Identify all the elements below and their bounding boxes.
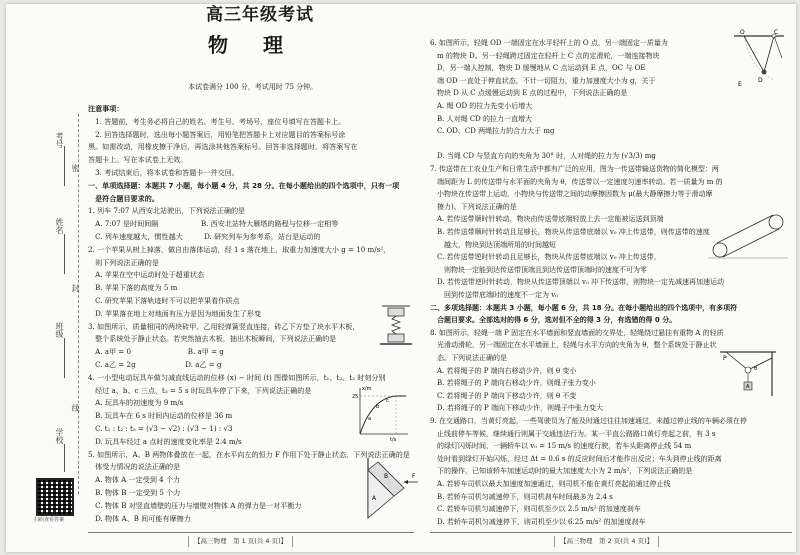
text-line: 下的操作，已知该轿车加速运动时的最大加速度大小为 2 m/s²，下列说法正确的是: [430, 467, 693, 476]
field-label-exam-number: 考号: [55, 132, 64, 148]
text-line: A. 若传送带顺时针转动，物块由传送带底端轻放上去一定能被运送到顶端: [430, 215, 664, 224]
text-line: D. 若将绳子的 P 端向下移动少许，则绳子中张力变大: [430, 404, 603, 413]
qr-caption: 扫码查看答案: [34, 517, 65, 523]
text-line: C. t₁ : t₂ : t₃ = (√3 − √2) : (√3 − 1) : √3: [88, 424, 233, 433]
text-line: A. 若将绳子的 P 端向右移动少许，则 θ 变小: [430, 366, 577, 375]
q8-label-p: P: [723, 355, 727, 362]
text-line: 回到传送带底端时的速度不一定为 v₀: [430, 291, 558, 299]
q4-axis-y-label: x/m: [362, 386, 372, 392]
section-heading: 是符合题目要求的。: [88, 193, 159, 203]
q5-label-f: F: [412, 473, 416, 480]
text-line: B. 物体 B 一定受到 5 个力: [88, 488, 181, 497]
text-line: 越大，物块到达顶端所用的时间越短: [430, 240, 556, 249]
text-line: C. OD、CD 两绳拉力的合力大于 mg: [430, 127, 555, 136]
text-line: 光滑动滑轮，另一端固定在水平墙面上，轻绳与水平方向的夹角为 θ，整个系统处于静止状: [430, 341, 717, 350]
text-line: 9. 在交通路口，当黄灯亮起，一些驾驶员为了能及时通过往往加速通过，未越过停止线的车辆必须在停: [430, 417, 747, 425]
q4-tick-y: 25: [352, 394, 359, 400]
score-note: 本试卷满分 100 分，考试用时 75 分钟。: [188, 83, 318, 91]
text-line: B. 若将绳子的 P 端向右移动少许，则绳子张力变小: [430, 379, 596, 388]
text-line: 5. 如图所示，A、B 两物体叠放在一起，在水平向左的恒力 F 作用下处于静止状态，下列说法正确的是: [88, 449, 410, 459]
text-line: B. 玩具车在 6 s 时间内运动的位移是 36 m: [88, 411, 233, 421]
section-heading: 一、单项选择题：本题共 7 小题，每小题 4 分，共 28 分。在每小题给出的四个选项中，只有一项: [88, 180, 400, 190]
text-line: 的绿灯闪烁时间，一辆轿车以 v₀ = 15 m/s 的速度行驶，若车头距离停止线 54 m: [430, 442, 692, 451]
text-line: D. 玩具车经过 a 点时的速度变化率是 2.4 m/s: [88, 436, 242, 446]
text-line: C. a乙 = 2g D. a乙 = g: [88, 360, 222, 369]
text-line: D，另一端人控制，物块 D 缓慢地从 C 点运动到 E 点，OC 与 OE: [430, 64, 646, 73]
text-line: 物块 D 从 C 点缓慢运动到 E 点的过程中，下列说法正确的是: [430, 89, 628, 98]
field-label-school: 学校: [55, 428, 64, 444]
seal-char-xian: 线: [71, 404, 80, 412]
footer-rule-right: [430, 532, 792, 533]
figure-q4-xt-graph: [350, 384, 412, 442]
text-line: 端间距为 L 的传送带与水平面的夹角为 θ，传送带以一定速度匀速率转动。若一质量为 m 的: [430, 177, 723, 186]
text-line: B. 若轿车司机匀减速停下，则司机刹车时间最多为 2.4 s: [430, 492, 613, 501]
text-line: 8. 如图所示，轻绳一端 P 固定在水平墙面和竖直墙面的交界处，轻绳绕过悬挂有重物 A 的轻质: [430, 328, 724, 337]
binding-margin: [6, 4, 84, 552]
text-line: B. 人对绳 CD 的拉力一直增大: [430, 114, 533, 123]
text-line: D. 当绳 CD 与竖直方向的夹角为 30° 时，人对绳的拉力为 (√3/3) mg: [430, 152, 656, 161]
text-line: 2. 一个苹果从树上掉落，做自由落体运动，经 1 s 落在地上，取重力加速度大小 g = 10 m/s²，: [88, 244, 391, 254]
field-label-class: 班级: [55, 322, 64, 338]
figure-q6-rope-pulley: [730, 28, 788, 90]
text-line: 端 OD 一直处于伸直状态，不计一切阻力，重力加速度大小为 g，关于: [430, 76, 656, 85]
text-line: 经过 a、b、c 三点，t₃ = 5 s 时玩具车停了下来，下列说法正确的是: [88, 385, 312, 395]
text-line: 2. 回答选择题时，选出每小题答案后，用铅笔把答题卡上对应题目的答案标号涂: [88, 129, 346, 139]
text-line: C. 物体 B 对竖直墙壁的压力与墙壁对物体 A 的弹力是一对平衡力: [88, 500, 302, 510]
figure-q3-spring-bricks: [376, 304, 416, 354]
q5-label-a: A: [372, 495, 377, 502]
figure-q5-stacked-blocks: [364, 456, 420, 522]
text-line: C. 研究苹果下落轨迹时不可以把苹果看作质点: [88, 296, 240, 305]
text-line: A. 绳 OD 的拉力先变小后增大: [430, 102, 533, 110]
field-blank-name[interactable]: [64, 234, 66, 274]
text-line: 黑。如需改动，用橡皮擦干净后，再选涂其他答案标号。回答非选择题时，将答案写在: [88, 142, 358, 152]
text-line: 1. 答题前，考生务必将自己的姓名、考生号、考场号、座位号填写在答题卡上。: [88, 116, 346, 126]
section-heading: 合题目要求。全部选对的得 6 分，选对但不全的得 3 分，有选错的得 0 分。: [430, 316, 677, 325]
footer-page-2: 【高三物理 第 2 页(共 4 页)】: [554, 536, 659, 547]
text-line: 止线前停车等候，继续通行则属于交通违法行为。某一平直公路路口黄灯亮起之前，有 3 s: [430, 429, 716, 438]
text-line: 态。下列说法正确的是: [430, 354, 507, 362]
text-line: 4. 一小型电动玩具车做匀减直线运动的位移 (x) − 时间 (t) 图像如图所示，t₁、t₂、t₃ 时刻分别: [88, 372, 386, 382]
exam-sheet: [6, 4, 796, 552]
q8-label-theta: θ: [754, 366, 758, 372]
text-line: D. 物体 A、B 间可能有摩擦力: [88, 513, 191, 523]
footer-rule-left: [88, 532, 414, 533]
text-line: 处时看到绿灯开始闪烁，经过 Δt = 0.6 s 的反应时间后才能作出反应；车头到停止线的距离: [430, 454, 722, 463]
text-line: 3. 考试结束后，将本试卷和答题卡一并交回。: [88, 168, 239, 177]
exam-title: 高三年级考试: [206, 5, 314, 25]
text-line: A. 玩具车的初速度为 9 m/s: [88, 398, 184, 408]
text-line: B. 若传送带顺时针转动且足够长，物块从传送带底端以 v₀ 冲上传送带，则传送带的速度: [430, 228, 710, 236]
text-line: C. 若轿车司机匀减速停下，则司机至少以 2.5 m/s² 的加速度刹车: [430, 505, 641, 514]
text-line: 体受力情况的说法正确的是: [88, 462, 181, 472]
text-line: C. 列车速度越大，惯性越大 D. 研究列车为参考系，站台是运动的: [88, 232, 321, 241]
q6-label-e: E: [738, 81, 742, 88]
q8-label-a: A: [746, 384, 750, 390]
q6-label-o: O: [740, 29, 745, 36]
text-line: A. a甲 = 0 B. a甲 = g: [88, 347, 224, 357]
text-line: 则物块一定能到达传送带顶端且到达传送带顶端时的速度不可为零: [430, 265, 647, 274]
text-line: 擦力)。下列说法正确的是: [430, 202, 517, 211]
text-line: A. 物体 A 一定受到 4 个力: [88, 475, 181, 485]
q4-axis-x-label: t/s: [390, 437, 397, 442]
q6-label-d: D: [758, 77, 763, 84]
text-line: 小物块在传送带上运动，小物块与传送带之间的动摩擦因数为 μ(最大静摩擦力等于滑动摩: [430, 190, 713, 199]
text-line: A. 苹果在空中运动时处于超重状态: [88, 270, 205, 280]
figure-q8-pulley-weight: [718, 348, 778, 398]
section-heading: 二、多项选择题：本题共 3 小题，每小题 6 分，共 18 分。在每小题给出的四个选项中，有多项符: [430, 303, 738, 312]
q4-point-b: b: [376, 404, 380, 410]
text-line: 3. 如图所示，质量相同的两块砖甲、乙用轻弹簧竖直连接，砖乙下方垫了块水平木板，: [88, 321, 360, 331]
text-line: B. 苹果下落的高度为 5 m: [88, 283, 178, 293]
text-line: m 的物块 D。另一轻绳跨过固定在轻杆上 C 点的定滑轮，一端连接物块: [430, 51, 660, 60]
text-line: 1. 列车 7:07 从西安北站驶出，下列说法正确的是: [88, 206, 246, 216]
text-line: D. 若轿车司机匀减速停下，则司机至少以 6.25 m/s² 的加速度刹车: [430, 517, 646, 526]
subject-title: 物 理: [208, 33, 297, 57]
q6-label-c: C: [774, 29, 779, 36]
q4-point-c: c: [386, 398, 389, 404]
text-line: C. 若传送带逆时针转动且足够长，物块从传送带底端以 v₀ 冲上传送带，: [430, 253, 661, 262]
seal-char-mi: 密: [71, 164, 80, 172]
field-label-name: 姓名: [55, 218, 64, 234]
text-line: A. 7:07 是时间间隔 B. 西安北站特大雁塔的路程与位移一定相等: [88, 219, 339, 229]
figure-q7-conveyor-belt: [706, 212, 790, 262]
text-line: C. 若将绳子的 P 端向下移动少许，则 θ 不变: [430, 391, 577, 400]
field-blank-exam-number[interactable]: [64, 146, 66, 186]
q4-point-a: a: [368, 416, 372, 422]
q5-label-b: B: [384, 473, 389, 480]
footer-page-1: 【高三物理 第 1 页(共 4 页)】: [188, 536, 293, 547]
text-line: 则下列说法正确的是: [88, 257, 159, 267]
text-line: 6. 如图所示，轻绳 OD 一端固定在水平轻杆上的 O 点，另一端固定一质量为: [430, 39, 668, 47]
text-line: 整个系统处于静止状态。若突然抽去木板，抽出木板瞬间，下列说法正确的是: [88, 334, 337, 344]
seal-char-feng: 封: [71, 284, 80, 292]
text-line: 7. 传送带在工农业生产和日常生活中都有广泛的应用，图为一传送带输送货物的简化模型：两: [430, 165, 719, 173]
text-line: A. 若轿车司机以最大加速度加速通过，则司机不能在黄灯亮起前通过停止线: [430, 480, 671, 488]
text-line: D. 若传送带逆时针转动，物块从传送带顶端以 v₀ 冲下传送带，则物块一定先减速再加速运动: [430, 278, 725, 287]
field-blank-class[interactable]: [64, 338, 66, 378]
text-line: 答题卡上。写在本试卷上无效。: [88, 155, 188, 165]
qr-code[interactable]: [36, 478, 74, 516]
section-heading: 注意事项：: [88, 104, 124, 113]
text-line: D. 苹果落在地上对地面有压力是因为地面发生了形变: [88, 308, 262, 318]
field-blank-school[interactable]: [64, 444, 66, 472]
